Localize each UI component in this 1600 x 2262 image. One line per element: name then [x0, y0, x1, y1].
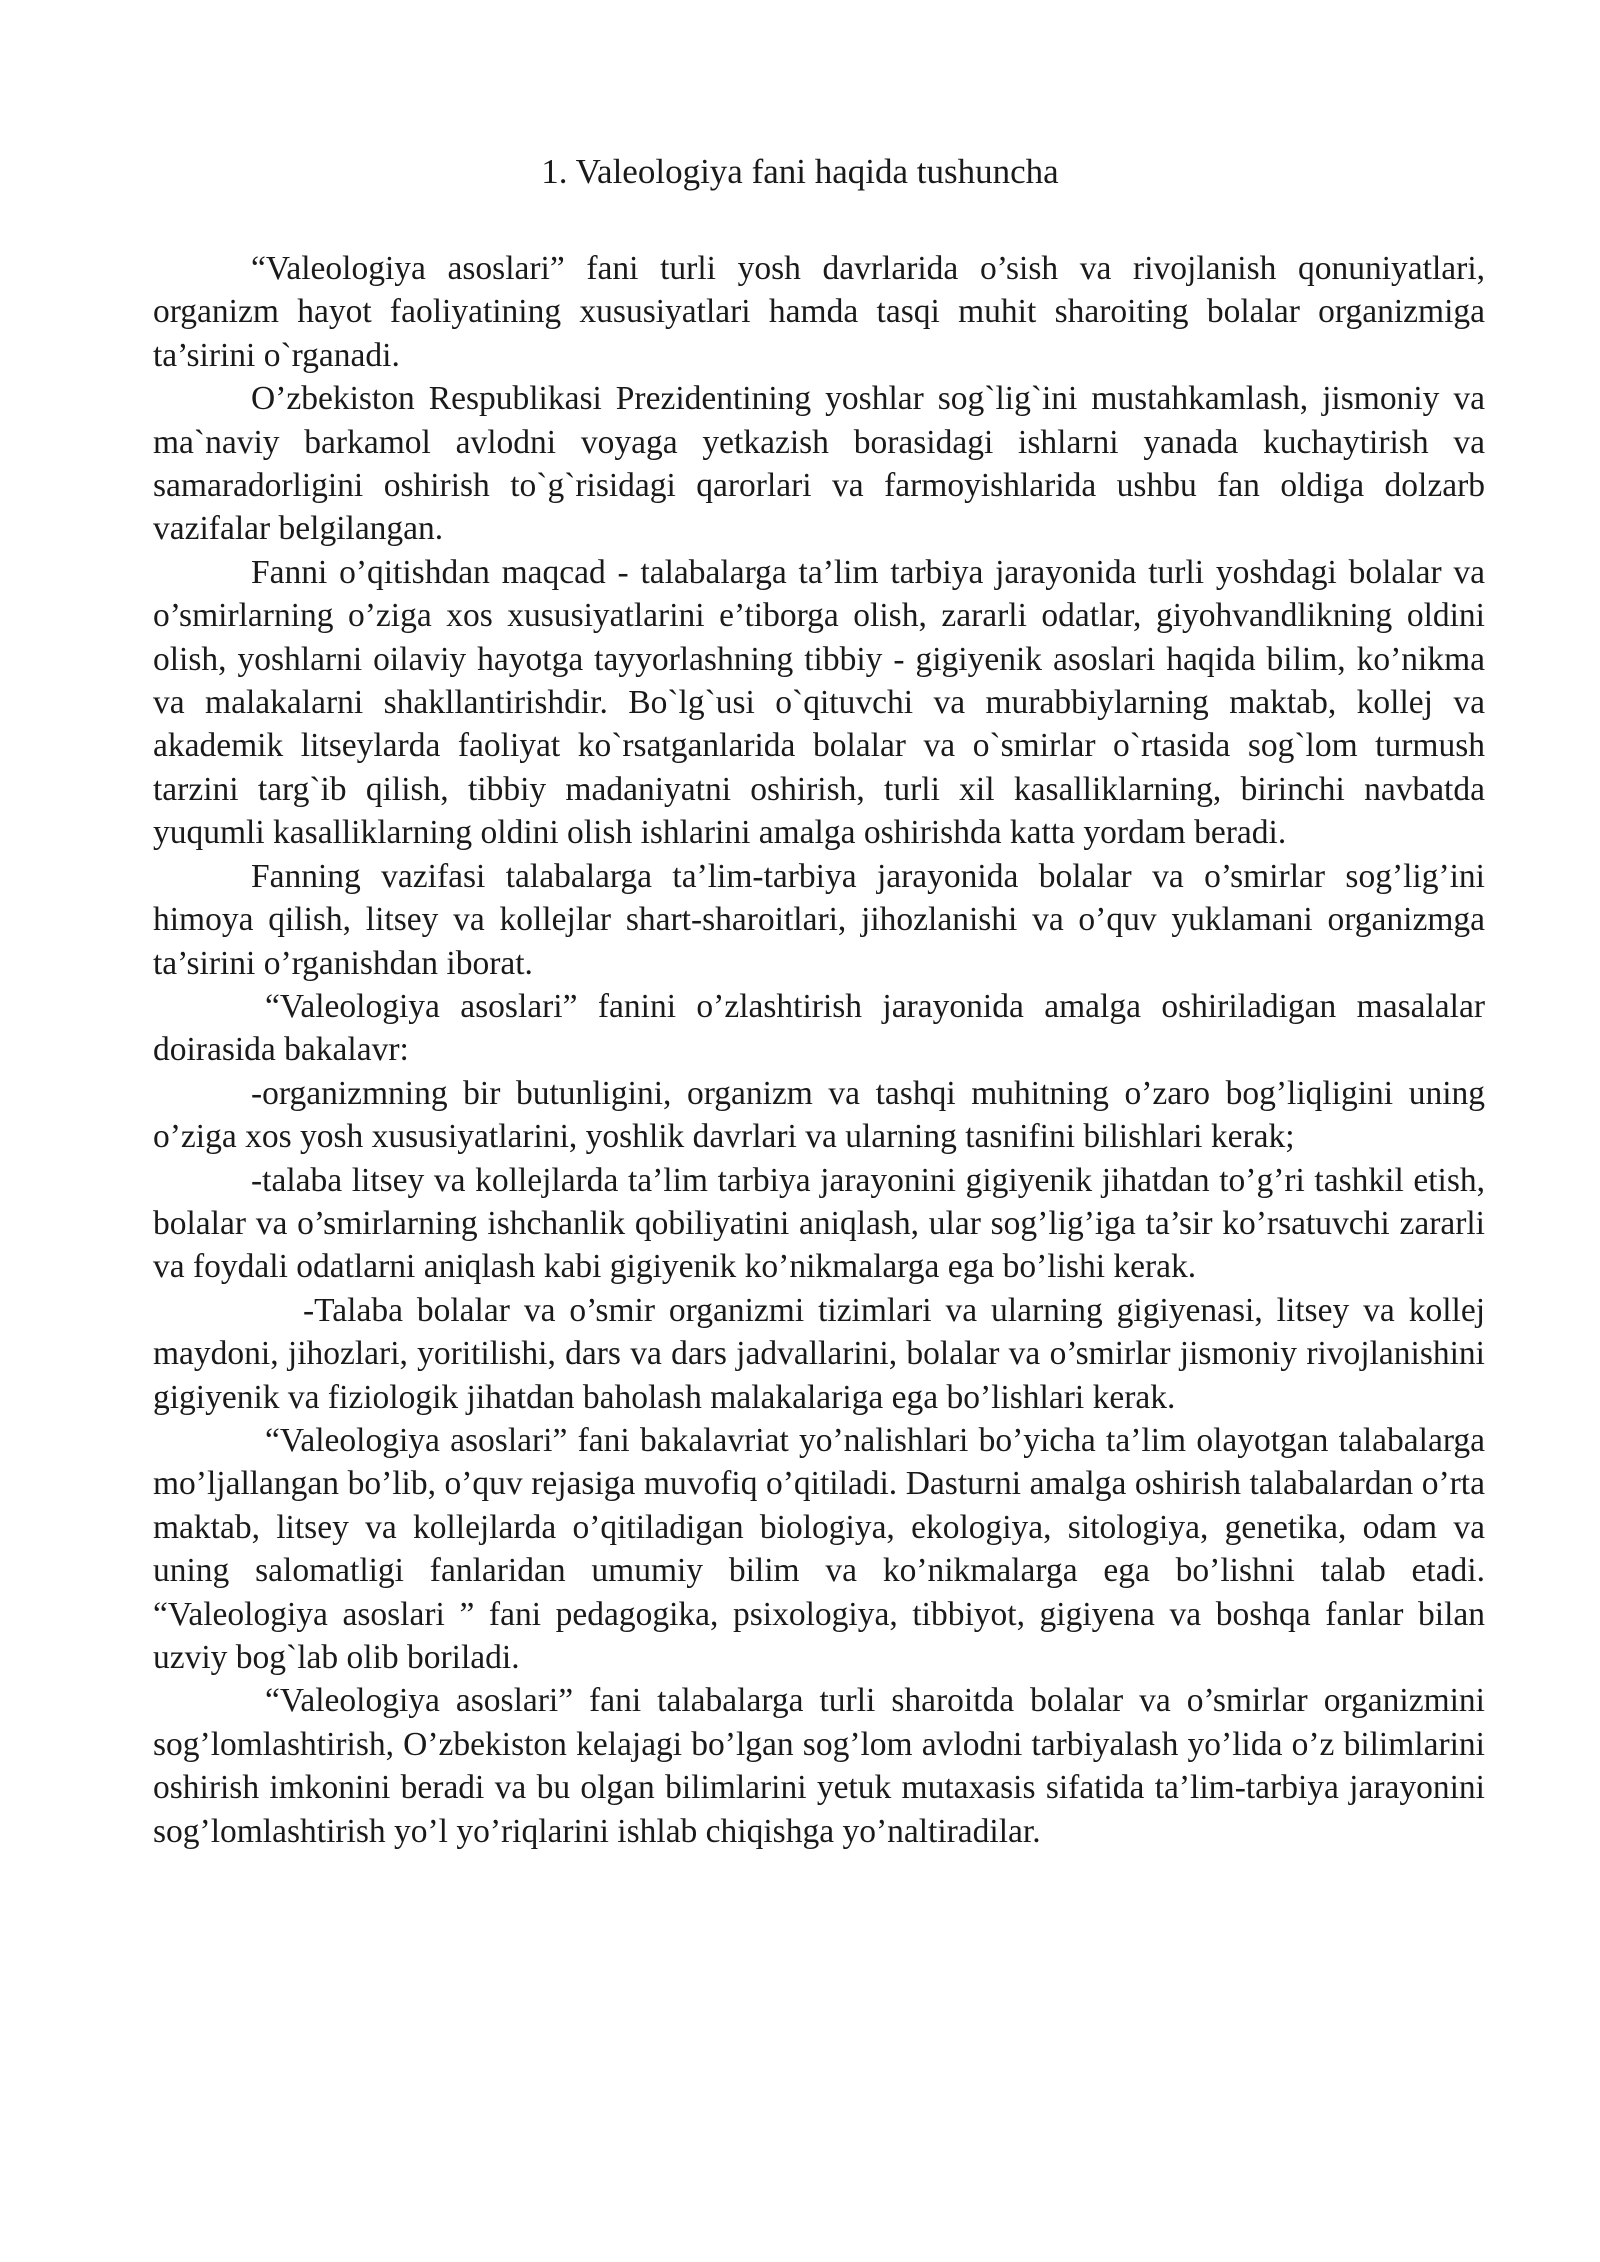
paragraph-intro: “Valeologiya asoslari” fani turli yosh davrlarida o’sish va rivojlanish qonuniyatlari, organizm hayot faoliyatining xususiyatlari hamda tasqi muhit sharoiting bolalar organizmiga ta’sirini o`rganadi. [153, 250, 1485, 374]
paragraph-conclusion: “Valeologiya asoslari” fani talabalarga turli sharoitda bolalar va o’smirlar organizmini sog’lomlashtirish, O’zbekiston kelajagi bo’lgan sog’lom avlodni tarbiyalash yo’lida o’z bilimlarini oshirish imkonini beradi va bu olgan bilimlarini yetuk mutaxasis sifatida ta’lim-tarbiya jarayonini sog’lomlashtirish yo’l yo’riqlarini ishlab chiqishga yo’naltiradilar. [153, 1682, 1485, 1850]
paragraph-curriculum: “Valeologiya asoslari” fani bakalavriat yo’nalishlari bo’yicha ta’lim olayotgan talabalarga mo’ljallangan bo’lib, o’quv rejasiga muvofiq o’qitiladi. Dasturni amalga oshirish talabalardan o’rta maktab, litsey va kollejlarda o’qitiladigan biologiya, ekologiya, sitologiya, genetika, odam va uning salomatligi fanlaridan umumiy bilim va ko’nikmalarga ega bo’lishni talab etadi. “Valeologiya asoslari ” fani pedagogika, psixologiya, tibbiyot, gigiyena va boshqa fanlar bilan uzviy bog`lab olib boriladi. [153, 1421, 1485, 1676]
paragraph-purpose: Fanni o’qitishdan maqcad - talabalarga ta’lim tarbiya jarayonida turli yoshdagi bolalar va o’smirlarning o’ziga xos xususiyatlarini e’tiborga olish, zararli odatlar, giyohvandlikning oldini olish, yoshlarni oilaviy hayotga tayyorlashning tibbiy - gigiyenik asoslari haqida bilim, ko’nikma va malakalarni shakllantirishdir. Bo`lg`usi o`qituvchi va murabbiylarning maktab, kollej va akademik litseylarda faoliyat ko`rsatganlarida bolalar va o`smirlar o`rtasida sog`lom turmush tarzini targ`ib qilish, tibbiy madaniyatni oshirish, turli xil kasalliklarning, birinchi navbatda yuqumli kasalliklarning oldini olish ishlarini amalga oshirishda katta yordam beradi. [153, 553, 1485, 852]
paragraph-decree: O’zbekiston Respublikasi Prezidentining yoshlar sog`lig`ini mustahkamlash, jismoniy va ma`naviy barkamol avlodni voyaga yetkazish borasidagi ishlarni yanada kuchaytirish va samaradorligini oshirish to`g`risidagi qarorlari va farmoyishlarida ushbu fan oldiga dolzarb vazifalar belgilangan. [153, 380, 1485, 548]
list-item-skills: -talaba litsey va kollejlarda ta’lim tarbiya jarayonini gigiyenik jihatdan to’g’ri tashkil etish, bolalar va o’smirlarning ishchanlik qobiliyatini aniqlash, ular sog’lig’iga ta’sir ko’rsatuvchi zararli va foydali odatlarni aniqlash kabi gigiyenik ko’nikmalarga ega bo’lishi kerak. [153, 1161, 1485, 1286]
paragraph-bachelor-scope: “Valeologiya asoslari” fanini o’zlashtirish jarayonida amalga oshiriladigan masalalar doirasida bakalavr: [153, 987, 1485, 1069]
list-item-competence: -Talaba bolalar va o’smir organizmi tizimlari va ularning gigiyenasi, litsey va kollej maydoni, jihozlari, yoritilishi, dars va dars jadvallarini, bolalar va o’smirlar jismoniy rivojlanishini gigiyenik va fiziologik jihatdan baholash malakalariga ega bo’lishlari kerak. [153, 1291, 1485, 1416]
document-body [153, 247, 1485, 1853]
document-title: 1. Valeologiya fani haqida tushuncha [541, 152, 1059, 191]
list-item-knowledge: -organizmning bir butunligini, organizm va tashqi muhitning o’zaro bog’liqligini uning o’ziga xos yosh xususiyatlarini, yoshlik davrlari va ularning tasnifini bilishlari kerak; [153, 1074, 1485, 1156]
paragraph-tasks: Fanning vazifasi talabalarga ta’lim-tarbiya jarayonida bolalar va o’smirlar sog’lig’ini himoya qilish, litsey va kollejlar shart-sharoitlari, jihozlanishi va o’quv yuklamani organizmga ta’sirini o’rganishdan iborat. [153, 857, 1485, 982]
